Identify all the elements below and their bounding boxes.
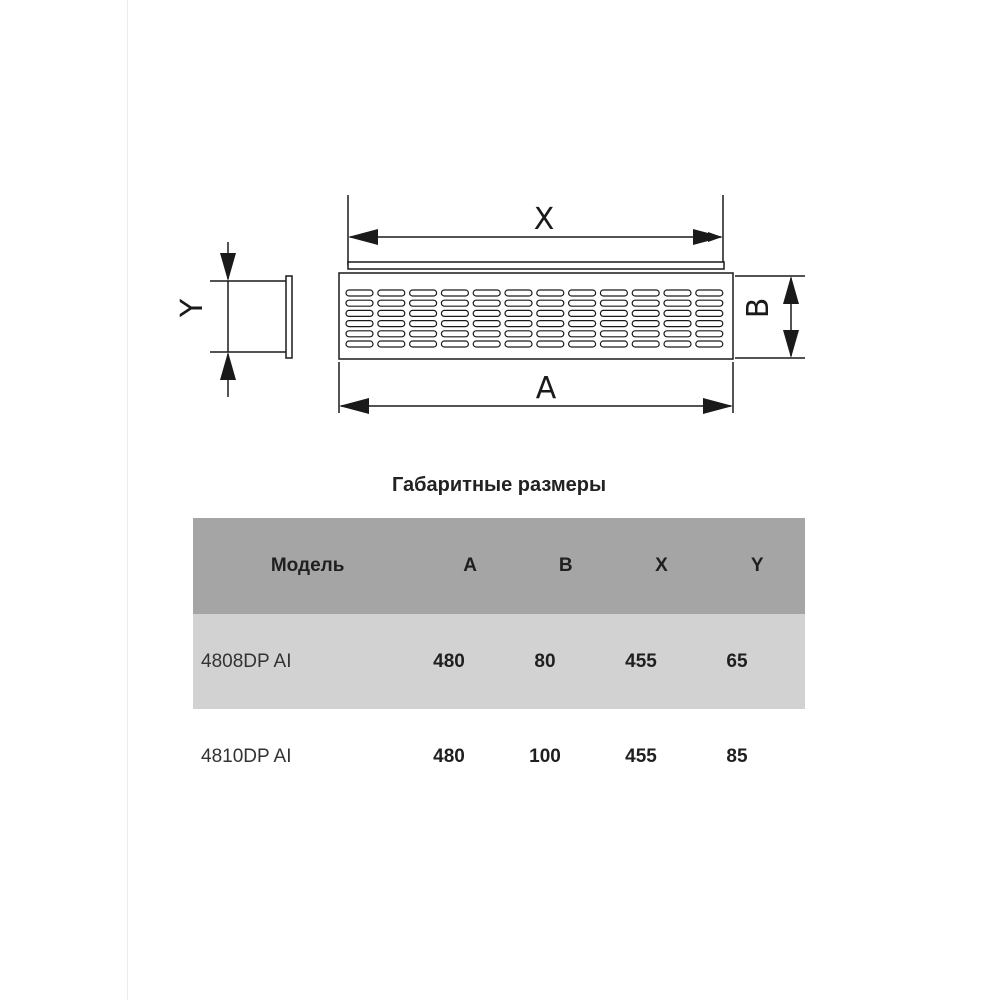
grille-slot: [696, 341, 723, 347]
header-a: A: [463, 555, 477, 576]
grille-slot: [696, 321, 723, 327]
grille-slot: [569, 290, 596, 296]
cell-x: 455: [625, 650, 657, 672]
cell-y: 65: [726, 650, 748, 672]
header-b: B: [558, 555, 573, 576]
grille-slot: [378, 310, 405, 316]
grille-slot: [632, 321, 659, 327]
label-x: X: [533, 202, 555, 237]
technical-drawing: [0, 0, 1000, 460]
grille-slot: [346, 300, 373, 306]
header-y: Y: [750, 555, 764, 576]
grille-slot: [569, 310, 596, 316]
grille-slot: [664, 331, 691, 337]
grille-slot: [441, 290, 468, 296]
grille-slot: [632, 290, 659, 296]
grille-slot: [569, 321, 596, 327]
grille-slot: [696, 290, 723, 296]
label-b: B: [741, 297, 776, 319]
grille-slot: [378, 341, 405, 347]
grille-slot: [346, 290, 373, 296]
cell-b: 100: [529, 745, 561, 767]
table-header-row: [193, 518, 805, 614]
grille-slot: [473, 331, 500, 337]
drawing-svg: [0, 0, 1000, 460]
cell-y: 85: [726, 745, 748, 767]
grille-slot: [441, 341, 468, 347]
grille-slot: [600, 310, 627, 316]
grille-slot: [696, 310, 723, 316]
header-x: X: [655, 555, 668, 576]
grille-slot: [473, 300, 500, 306]
grille-slot: [473, 310, 500, 316]
grille-slot: [537, 321, 564, 327]
grille-slot: [378, 331, 405, 337]
grille-slot: [569, 300, 596, 306]
grille-slot: [632, 310, 659, 316]
grille-slot: [473, 341, 500, 347]
cell-model: 4808DP AI: [201, 650, 292, 672]
grille-slot: [696, 300, 723, 306]
label-a: A: [535, 371, 557, 406]
cell-a: 480: [433, 650, 465, 672]
grille-slot: [505, 321, 532, 327]
grille-slot: [346, 310, 373, 316]
grille-slot: [537, 310, 564, 316]
grille-slot: [537, 300, 564, 306]
grille-slot: [378, 321, 405, 327]
grille-slot: [410, 341, 437, 347]
grille-slot: [441, 321, 468, 327]
grille-front-view: [339, 262, 733, 359]
grille-slot: [473, 290, 500, 296]
grille-slot: [505, 341, 532, 347]
dimensions-table: [193, 518, 805, 804]
grille-slot: [664, 290, 691, 296]
label-y: Y: [175, 298, 210, 318]
grille-slot: [441, 310, 468, 316]
cell-a: 480: [433, 745, 465, 767]
grille-slot: [537, 341, 564, 347]
cell-x: 455: [625, 745, 657, 767]
grille-slot: [441, 331, 468, 337]
grille-slot: [441, 300, 468, 306]
grille-slot: [600, 290, 627, 296]
grille-slot: [696, 331, 723, 337]
grille-slot: [378, 290, 405, 296]
grille-slot: [410, 290, 437, 296]
grille-slot: [600, 331, 627, 337]
grille-slot: [410, 331, 437, 337]
grille-slot: [569, 341, 596, 347]
grille-slot: [346, 321, 373, 327]
table-row: [193, 614, 805, 709]
grille-slot: [664, 310, 691, 316]
cell-model: 4810DP AI: [201, 745, 292, 767]
grille-slot: [664, 321, 691, 327]
grille-slot: [632, 341, 659, 347]
grille-slot: [505, 310, 532, 316]
grille-slot: [632, 331, 659, 337]
table-title: Габаритные размеры: [391, 474, 607, 496]
grille-slot: [410, 310, 437, 316]
grille-slot: [664, 341, 691, 347]
grille-slot: [600, 321, 627, 327]
grille-slot: [473, 321, 500, 327]
grille-slot: [505, 331, 532, 337]
grille-slot: [505, 290, 532, 296]
dimension-x: [348, 195, 723, 265]
cell-b: 80: [534, 650, 556, 672]
grille-slot: [378, 300, 405, 306]
grille-slot: [410, 321, 437, 327]
grille-slot: [537, 331, 564, 337]
grille-slot: [346, 331, 373, 337]
table-row: [193, 709, 805, 804]
grille-slot: [537, 290, 564, 296]
grille-slot: [505, 300, 532, 306]
grille-slot: [600, 300, 627, 306]
grille-slot: [410, 300, 437, 306]
grille-slot: [569, 331, 596, 337]
grille-slot: [346, 341, 373, 347]
header-model: Модель: [270, 555, 345, 576]
grille-slot: [632, 300, 659, 306]
grille-slot: [664, 300, 691, 306]
grille-slot: [600, 341, 627, 347]
dimension-a: [339, 362, 733, 413]
